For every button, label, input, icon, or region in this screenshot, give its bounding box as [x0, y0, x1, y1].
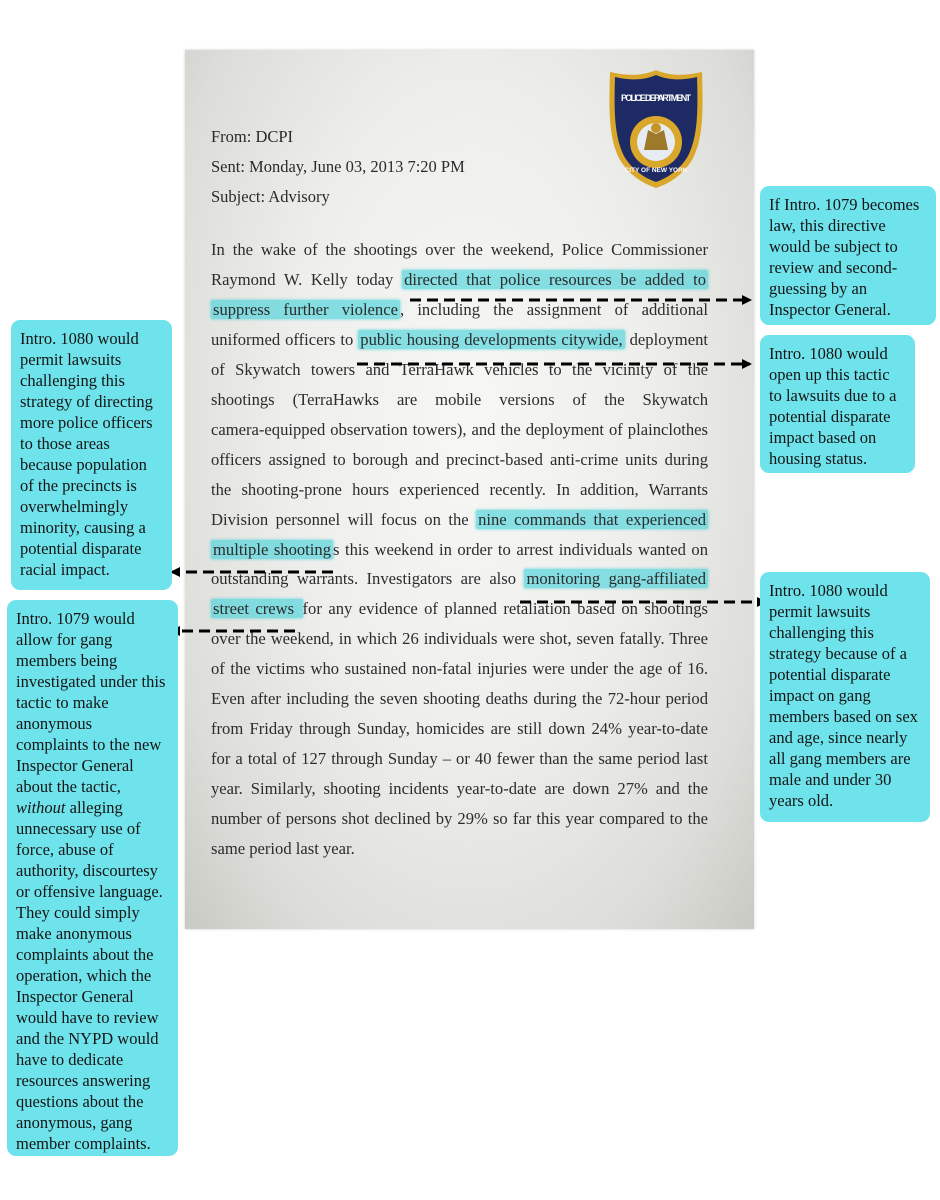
highlighted-text: street crews	[213, 599, 301, 619]
memo-text: uniformed officers to	[211, 329, 359, 349]
memo-text: deployment	[624, 329, 708, 349]
memo-text: Division personnel will focus on the	[211, 509, 477, 529]
note-left-top: Intro. 1080 would permit lawsuits challenging this strategy of directing more police officers to those areas because population of the precincts is overwhelmingly minority, causing a potential disparate racial impact.	[11, 320, 172, 590]
memo-sent: Sent: Monday, June 03, 2013 7:20 PM	[211, 157, 465, 176]
memo-text: number of persons shot declined by 29% so far this year compared to the	[211, 809, 708, 829]
memo-text: from Friday through Sunday, homicides are still down 24% year-to-date	[211, 719, 708, 739]
note-right-mid: Intro. 1080 would open up this tactic to lawsuits due to a potential disparate impact based on housing status.	[760, 335, 915, 473]
note-left-bottom-part2: alleging unnecessary use of force, abuse of authority, discourtesy or offensive language. They could simply make anonymous complaints about the operation, which the Inspector General would have to review and the NYPD would have to dedicate resources answering questions about the anonymous, gang member complaints.	[16, 798, 163, 1153]
badge-ring-text: CITY OF NEW YORK	[624, 167, 688, 174]
memo-text: same period last year.	[211, 839, 355, 858]
highlighted-text: directed that police resources be added to	[404, 269, 706, 289]
memo-text: outstanding warrants. Investigators are also	[211, 569, 525, 589]
note-right-bottom: Intro. 1080 would permit lawsuits challenging this strategy because of a potential disparate impact on gang members based on sex and age, since nearly all gang members are male and under 30 years old.	[760, 572, 930, 822]
memo-text: shootings (TerraHawks are mobile versions of the Skywatch	[211, 389, 708, 409]
note-left-bottom-part1: Intro. 1079 would allow for gang members being investigated under this tactic to make anonymous complaints to the new Inspector General about the tactic,	[16, 609, 166, 796]
note-left-bottom	[7, 600, 178, 1156]
memo-from: From: DCPI	[211, 127, 294, 146]
note-right-top: If Intro. 1079 becomes law, this directive would be subject to review and second-guessing by an Inspector General.	[760, 186, 936, 325]
memo-subject: Subject: Advisory	[211, 187, 330, 206]
memo-text: Even after including the seven shooting deaths during the 72-hour period	[211, 689, 708, 709]
memo-text: for a total of 127 through Sunday – or 40 fewer than the same period last	[211, 749, 708, 769]
memo-text: for any evidence of planned retaliation based on shootings	[302, 599, 708, 619]
memo-text: officers assigned to borough and precinct-based anti-crime units during	[211, 449, 708, 469]
highlighted-text: multiple shooting	[213, 539, 331, 559]
memo-text: , including the assignment of additional	[399, 299, 708, 319]
highlighted-text: public housing developments citywide,	[360, 329, 623, 349]
badge-top-text: POLICE DEPARTMENT	[621, 93, 691, 103]
memo-text: of the victims who sustained non-fatal injuries were under the age of 16.	[211, 659, 708, 679]
memo-text: In the wake of the shootings over the weekend, Police Commissioner	[211, 240, 708, 259]
memo-text: camera-equipped observation towers), and the deployment of plainclothes	[211, 419, 708, 439]
memo-text: s this weekend in order to arrest individuals wanted on	[333, 539, 708, 559]
memo-text: over the weekend, in which 26 individuals were shot, seven fatally. Three	[211, 629, 708, 649]
memo-text: Raymond W. Kelly today	[211, 269, 403, 289]
memo-text: the shooting-prone hours experienced recently. In addition, Warrants	[211, 479, 708, 499]
note-left-bottom-emphasis: without	[16, 798, 66, 817]
highlighted-text: suppress further violence	[213, 299, 398, 319]
memo-text: year. Similarly, shooting incidents year-to-date are down 27% and the	[211, 779, 708, 799]
memo-text: of Skywatch towers and TerraHawk vehicles to the vicinity of the	[211, 359, 708, 379]
highlighted-text: monitoring gang-affiliated	[526, 569, 706, 589]
highlighted-text: nine commands that experienced	[478, 509, 706, 529]
